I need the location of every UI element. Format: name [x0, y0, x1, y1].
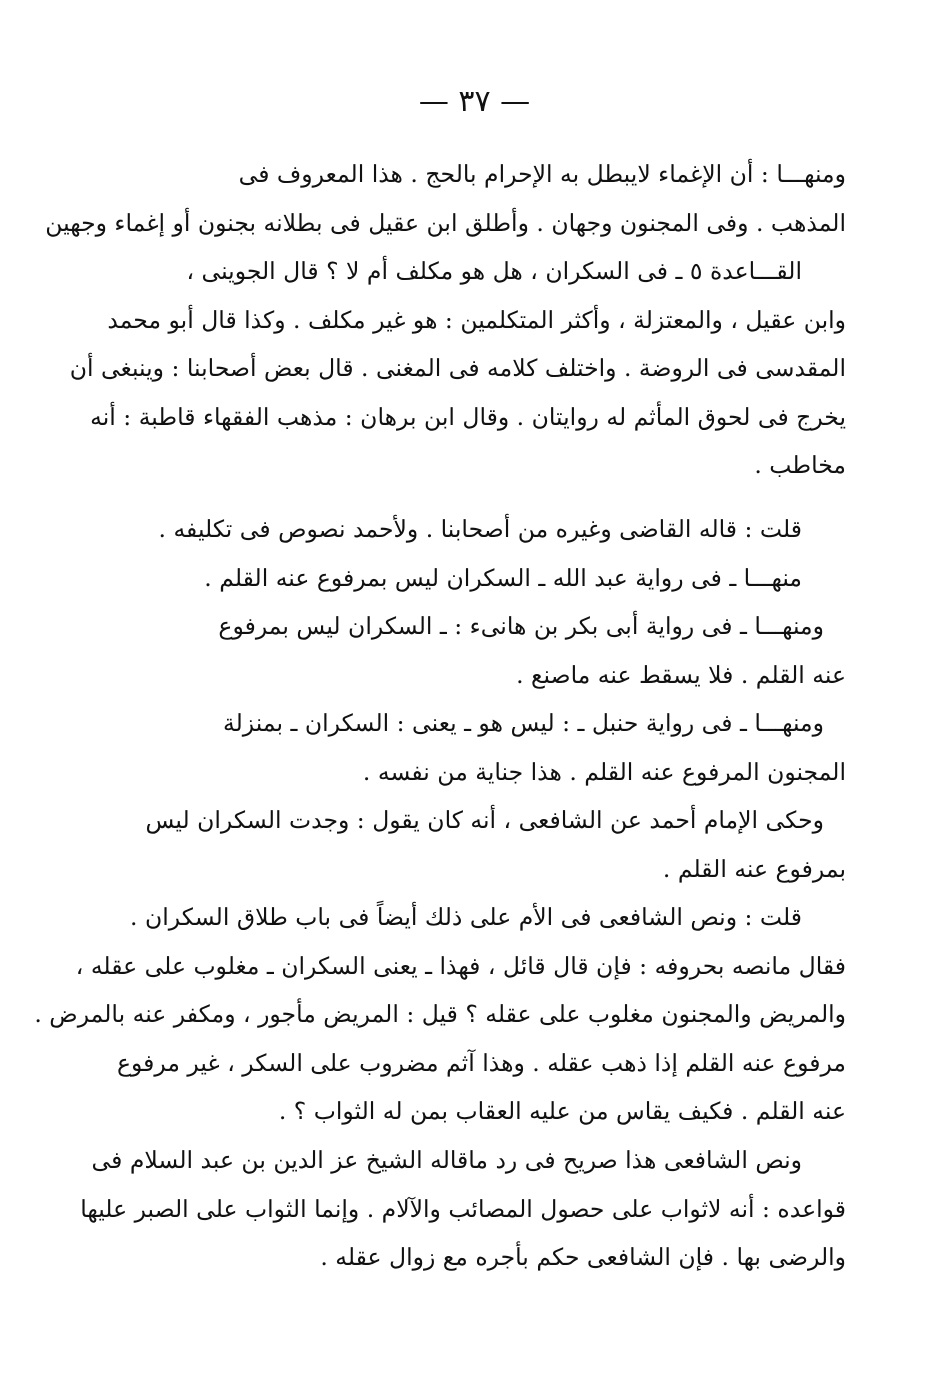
paragraph-line: يخرج فى لحوق المأثم له روايتان . وقال ابن برهان : مذهب الفقهاء قاطبة : أنه	[90, 402, 846, 431]
paragraph-line: فقال مانصه بحروفه : فإن قال قائل ، فهذا ـ يعنى السكران ـ مغلوب على عقله ،	[75, 951, 846, 980]
page-number: — ٣٧ —	[418, 84, 531, 119]
paragraph-line: عنه القلم . فكيف يقاس من عليه العقاب بمن له الثواب ؟ .	[278, 1097, 846, 1125]
paragraph-line: قلت : قاله القاضى وغيره من أصحابنا . ولأحمد نصوص فى تكليفه .	[158, 515, 802, 543]
paragraph-line: بمرفوع عنه القلم .	[662, 854, 846, 883]
paragraph-3	[145, 796, 846, 893]
paragraph-line: المجنون المرفوع عنه القلم . هذا جناية من نفسه .	[362, 757, 846, 786]
paragraph-line: مرفوع عنه القلم إذا ذهب عقله . وهذا آثم مضروب على السكر ، غير مرفوع	[116, 1048, 846, 1077]
paragraph-line: مخاطب .	[754, 451, 846, 479]
paragraph-line: قلت : ونص الشافعى فى الأم على ذلك أيضاً فى باب طلاق السكران .	[130, 903, 802, 931]
paragraph-1	[45, 150, 846, 490]
paragraph-line: والمريض والمجنون مغلوب على عقله ؟ قيل : المريض مأجور ، ومكفر عنه بالمرض .	[34, 1000, 846, 1028]
paragraph-line: ومنهـــا : أن الإغماء لايبطل به الإحرام بالحج . هذا المعروف فى	[238, 160, 846, 188]
paragraph-line: والرضى بها . فإن الشافعى حكم بأجره مع زوال عقله .	[320, 1243, 846, 1271]
paragraph-line: ونص الشافعى هذا صريح فى رد ماقاله الشيخ عز الدين بن عبد السلام فى	[91, 1146, 802, 1174]
paragraph-line: ومنهـــا ـ فى رواية حنبل ـ : ليس هو ـ يعنى : السكران ـ بمنزلة	[223, 709, 824, 737]
paragraph-5	[80, 1136, 846, 1282]
paragraph-line: قواعده : أنه لاثواب على حصول المصائب والآلام . وإنما الثواب على الصبر عليها	[80, 1194, 846, 1223]
paragraph-line: المقدسى فى الروضة . واختلف كلامه فى المغنى . قال بعض أصحابنا : وينبغى أن	[69, 354, 846, 382]
paragraph-4	[34, 893, 846, 1136]
paragraph-line: منهـــا ـ فى رواية عبد الله ـ السكران ليس بمرفوع عنه القلم .	[204, 563, 802, 592]
paragraph-line: المذهب . وفى المجنون وجهان . وأطلق ابن عقيل فى بطلانه بجنون أو إغماء وجهين	[45, 208, 846, 237]
paragraph-2	[158, 505, 846, 796]
paragraph-line: وابن عقيل ، والمعتزلة ، وأكثر المتكلمين : هو غير مكلف . وكذا قال أبو محمد	[107, 305, 846, 334]
paragraph-line: القـــاعدة ٥ ـ فى السكران ، هل هو مكلف أم لا ؟ قال الجوينى ،	[186, 257, 802, 285]
paragraph-line: عنه القلم . فلا يسقط عنه ماصنع .	[516, 660, 846, 689]
paragraph-line: ومنهـــا ـ فى رواية أبى بكر بن هانىء : ـ السكران ليس بمرفوع	[218, 612, 824, 640]
paragraph-line: وحكى الإمام أحمد عن الشافعى ، أنه كان يقول : وجدت السكران ليس	[145, 806, 824, 834]
